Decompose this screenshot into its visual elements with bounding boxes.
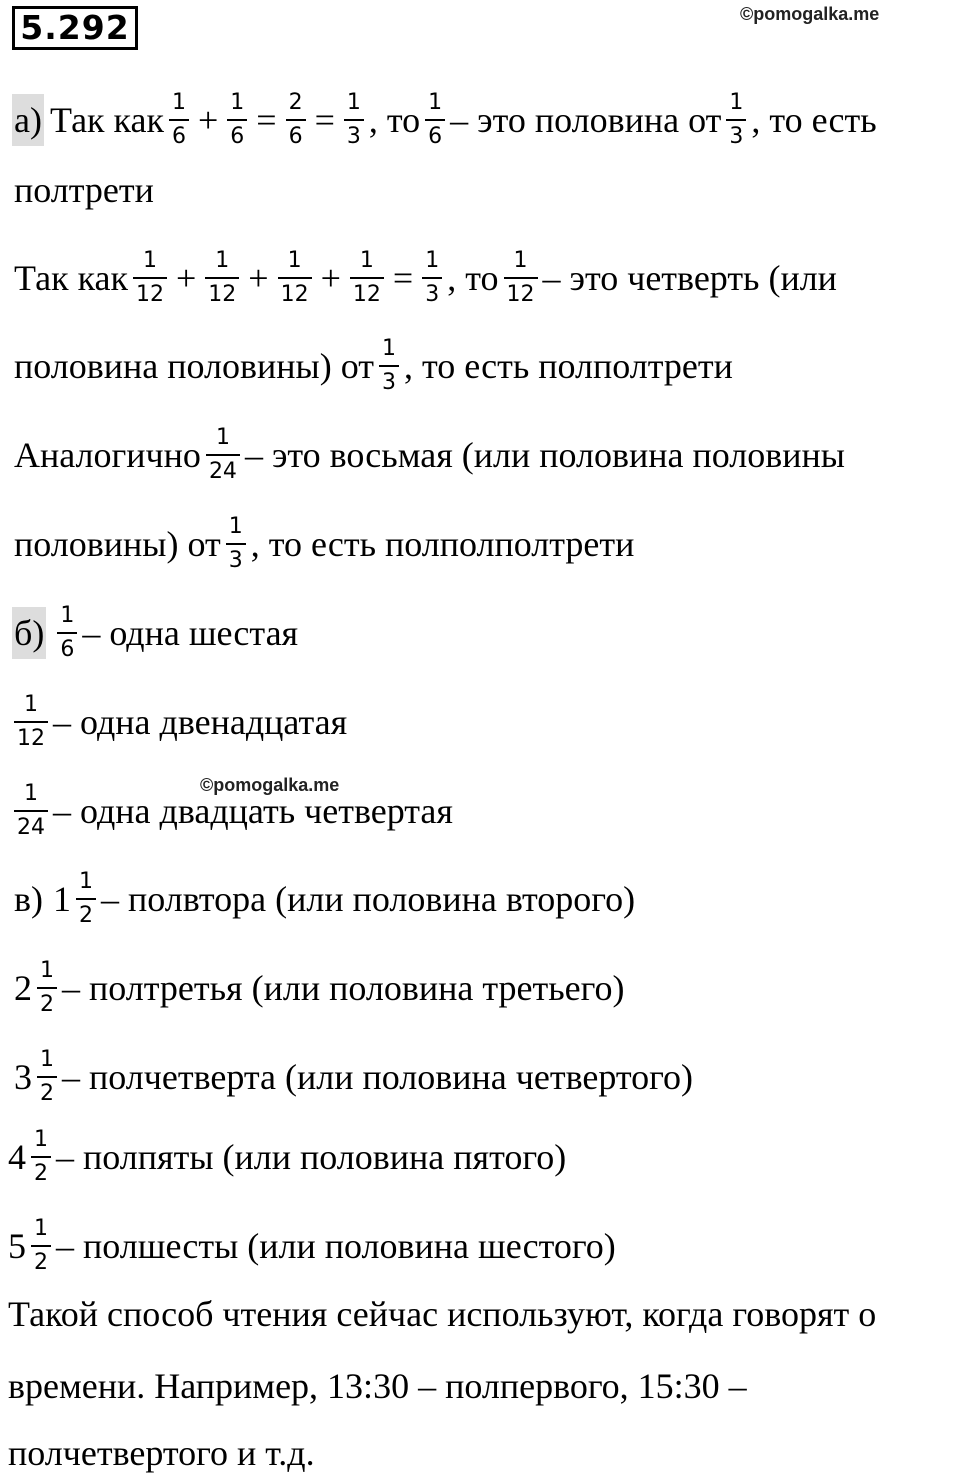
part-a-line-5 [14, 425, 845, 485]
plus-sign: + [175, 258, 197, 298]
part-a-label: а) [12, 94, 44, 146]
part-v-label: в) [14, 879, 43, 919]
text: , то [368, 100, 421, 140]
text: Так как [14, 258, 128, 298]
fraction: $\frac{1}{12}$ [278, 248, 312, 308]
plus-sign: + [248, 258, 269, 298]
text: Аналогично [14, 435, 201, 475]
part-v-line-4 [8, 1127, 566, 1187]
text: Такой способ чтения сейчас используют, когда говорят о [8, 1294, 877, 1334]
conclusion-line-2 [8, 1366, 747, 1406]
plus-sign: + [197, 100, 219, 140]
text: полтрети [14, 170, 154, 210]
conclusion-line-1 [8, 1294, 876, 1334]
part-v-line-2 [14, 958, 625, 1018]
text: – это половина от [450, 100, 722, 140]
fraction: $\frac{1}{6}$ [425, 90, 445, 150]
fraction: $\frac{1}{3}$ [226, 514, 246, 574]
fraction: $\frac{1}{12}$ [350, 248, 384, 308]
fraction: $\frac{1}{2}$ [37, 958, 57, 1018]
text: – одна двадцать четвертая [53, 791, 453, 831]
fraction: $\frac{1}{12}$ [14, 692, 48, 752]
fraction: $\frac{1}{2}$ [31, 1216, 51, 1276]
part-b-line-2 [14, 692, 347, 752]
fraction: $\frac{1}{3}$ [422, 248, 442, 308]
fraction: $\frac{1}{24}$ [14, 781, 48, 841]
text: половина половины) от [14, 346, 374, 386]
text: , то есть полполполтрети [250, 524, 635, 564]
part-b-label: б) [12, 607, 46, 659]
fraction: $\frac{1}{2}$ [76, 869, 96, 929]
whole-number: 3 [14, 1057, 32, 1097]
plus-sign: + [320, 258, 341, 298]
part-v-line-1 [14, 869, 635, 929]
text: полчетвертого и т.д. [8, 1433, 315, 1473]
equals-sign: = [392, 258, 414, 298]
fraction: $\frac{1}{3}$ [726, 90, 746, 150]
text: Так как [49, 100, 164, 140]
part-a-line-2 [14, 170, 154, 210]
fraction: $\frac{1}{3}$ [344, 90, 364, 150]
fraction: $\frac{1}{12}$ [205, 248, 239, 308]
text: – полчетверта (или половина четвертого) [62, 1057, 693, 1097]
part-a-line-3 [14, 248, 837, 308]
text: – полтретья (или половина третьего) [62, 968, 625, 1008]
fraction: $\frac{1}{2}$ [37, 1047, 57, 1107]
whole-number: 2 [14, 968, 32, 1008]
text: времени. Например, 13:30 – полпервого, 15:30 – [8, 1366, 747, 1406]
equals-sign: = [256, 100, 277, 140]
part-a-line-6 [14, 514, 634, 574]
fraction: $\frac{1}{6}$ [57, 603, 77, 663]
whole-number: 4 [8, 1137, 26, 1177]
text: – это восьмая (или половина половины [244, 435, 845, 475]
part-b-line-1 [14, 603, 298, 663]
text: – одна двенадцатая [53, 702, 348, 742]
text: , то [447, 258, 499, 298]
text: – полпяты (или половина пятого) [56, 1137, 567, 1177]
conclusion-line-3 [8, 1433, 315, 1473]
fraction: $\frac{1}{12}$ [133, 248, 167, 308]
part-a-line-4 [14, 336, 733, 396]
equals-sign: = [314, 100, 335, 140]
text: , то есть полполтрети [403, 346, 733, 386]
fraction: $\frac{1}{24}$ [206, 425, 240, 485]
text: половины) от [14, 524, 221, 564]
whole-number: 5 [8, 1226, 26, 1266]
text: – полвтора (или половина второго) [101, 879, 636, 919]
fraction: $\frac{1}{12}$ [504, 248, 538, 308]
text: – полшесты (или половина шестого) [56, 1226, 616, 1266]
text: – одна шестая [82, 613, 299, 653]
part-a-line-1 [14, 90, 877, 150]
fraction: $\frac{1}{2}$ [31, 1127, 51, 1187]
fraction: $\frac{1}{3}$ [379, 336, 399, 396]
watermark: ©pomogalka.me [200, 775, 340, 795]
fraction: $\frac{2}{6}$ [286, 90, 306, 150]
whole-number: 1 [53, 879, 71, 919]
part-v-line-5 [8, 1216, 616, 1276]
watermark: ©pomogalka.me [740, 4, 880, 24]
part-v-line-3 [14, 1047, 693, 1107]
fraction: $\frac{1}{6}$ [227, 90, 247, 150]
fraction: $\frac{1}{6}$ [169, 90, 189, 150]
problem-number: 5.292 [12, 6, 138, 50]
text: – это четверть (или [542, 258, 837, 298]
text: , то есть [751, 100, 877, 140]
